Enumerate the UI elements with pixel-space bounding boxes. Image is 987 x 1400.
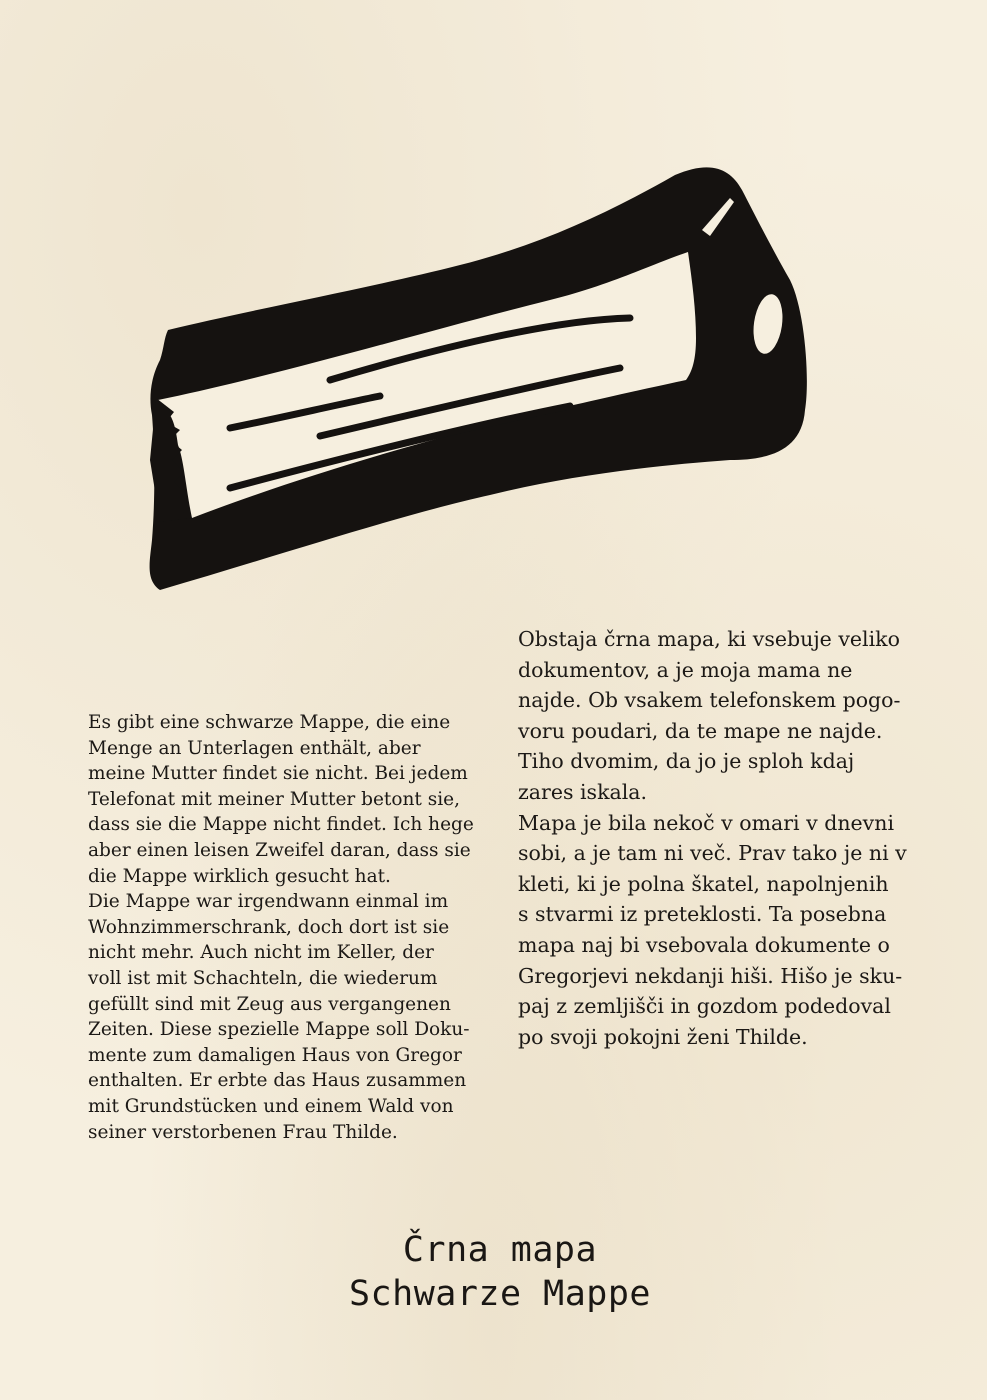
black-folder-icon	[130, 160, 830, 600]
title-block	[260, 1228, 740, 1316]
title-german: Schwarze Mappe	[348, 1274, 651, 1314]
title-slovenian: Črna mapa	[402, 1230, 598, 1270]
german-paragraph: Es gibt eine schwarze Mappe, die eine Menge an Unterlagen enthält, aber meine Mutter findet sie nicht. Bei jedem Telefonat mit meiner Mutter betont sie, dass sie die Mappe nicht findet. Ich hege aber einen leisen Zweifel daran, dass sie die Mappe wirklich gesucht hat. Die Mappe war irgendwann einmal im Wohnzimmerschrank, doch dort ist sie nicht mehr. Auch nicht im Keller, der voll ist mit Schachteln, die wiederum gefüllt sind mit Zeug aus vergangenen Zeiten. Diese spezielle Mappe soll Doku- mente zum damaligen Haus von Gregor enthalten. Er erbte das Haus zusammen mit Grundstücken und einem Wald von seiner verstorbenen Frau Thilde.	[88, 712, 474, 1143]
slovenian-paragraph: Obstaja črna mapa, ki vsebuje veliko dokumentov, a je moja mama ne najde. Ob vsakem telefonskem pogo- voru poudari, da te mape ne najde. Tiho dvomim, da jo je sploh kdaj zares iskala. Mapa je bila nekoč v omari v dnevni sobi, a je tam ni več. Prav tako je ni v kleti, ki je polna škatel, napolnjenih s stvarmi iz preteklosti. Ta posebna mapa naj bi vsebovala dokumente o Gregorjevi nekdanji hiši. Hišo je sku- paj z zemljišči in gozdom podedoval po svoji pokojni ženi Thilde.	[518, 627, 907, 1049]
